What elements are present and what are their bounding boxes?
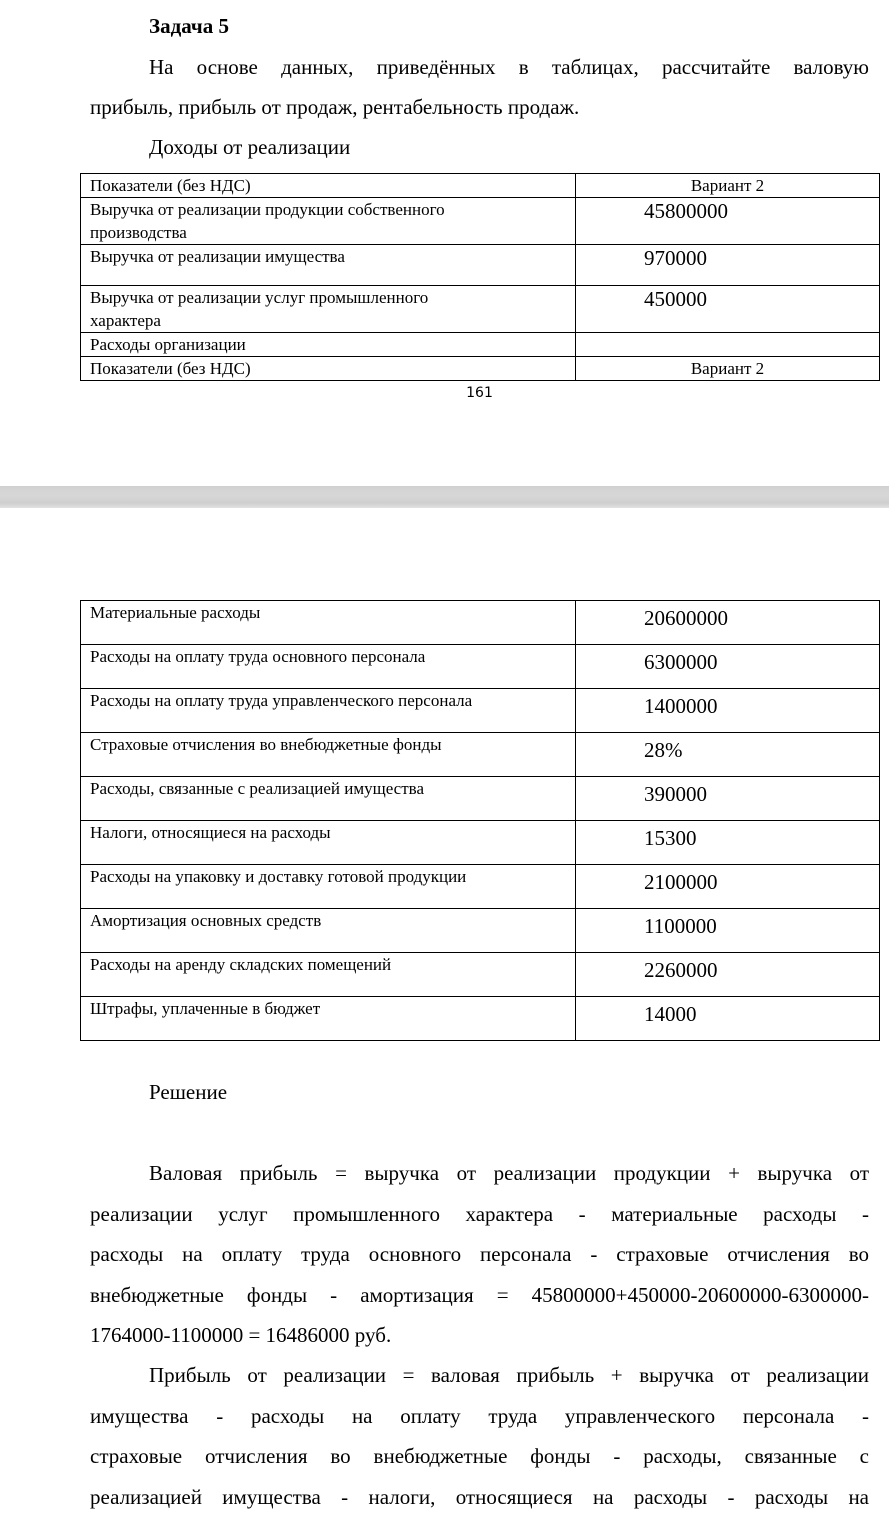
empty-cell: [576, 333, 880, 357]
table-header-row: [81, 357, 880, 381]
table-row: [81, 733, 880, 777]
text-line: внебюджетные фонды - амортизация = 45800000+450000-20600000-6300000-: [90, 1283, 869, 1307]
expenses-table: [80, 600, 880, 1041]
table-row: [81, 953, 880, 997]
text-line: страховые отчисления во внебюджетные фонды - расходы, связанные с: [90, 1444, 869, 1468]
row-value: 390000: [576, 777, 880, 821]
header-cell-variant: Вариант 2: [576, 174, 880, 198]
table-header-row: [81, 174, 880, 198]
header-cell-variant: Вариант 2: [576, 357, 880, 381]
text-line: Валовая прибыль = выручка от реализации продукции + выручка от: [149, 1161, 869, 1185]
table-row: [81, 865, 880, 909]
row-label-line: Выручка от реализации услуг промышленного: [90, 288, 429, 307]
row-value: 2260000: [576, 953, 880, 997]
table-row: [81, 245, 880, 286]
row-value: 450000: [576, 286, 880, 333]
text-line: 1764000-1100000 = 16486000 руб.: [90, 1323, 392, 1347]
page-separator: [0, 486, 889, 508]
header-cell-indicator: Показатели (без НДС): [81, 357, 576, 381]
table-row: [81, 909, 880, 953]
row-label: Расходы на упаковку и доставку готовой продукции: [81, 865, 576, 909]
table-row: [81, 198, 880, 245]
row-value: 28%: [576, 733, 880, 777]
expenses-heading-cell: Расходы организации: [81, 333, 576, 357]
income-table: [80, 173, 880, 381]
document-page-161: [0, 0, 889, 486]
header-cell-indicator: Показатели (без НДС): [81, 174, 576, 198]
task-intro-line-1: На основе данных, приведённых в таблицах, рассчитайте валовую: [149, 55, 869, 79]
text-line: имущества - расходы на оплату труда управленческого персонала -: [90, 1404, 869, 1428]
row-label: Амортизация основных средств: [81, 909, 576, 953]
text-line: Прибыль от реализации = валовая прибыль + выручка от реализации: [149, 1363, 869, 1387]
row-value: 20600000: [576, 601, 880, 645]
row-label-line: Выручка от реализации имущества: [90, 247, 345, 266]
table-row: [81, 777, 880, 821]
row-value: 970000: [576, 245, 880, 286]
table-row: [81, 286, 880, 333]
row-label-line: производства: [90, 223, 187, 242]
row-label: Налоги, относящиеся на расходы: [81, 821, 576, 865]
row-label: [81, 198, 576, 245]
row-label: Расходы на аренду складских помещений: [81, 953, 576, 997]
row-label-line: характера: [90, 311, 161, 330]
row-label: [81, 245, 576, 286]
text-line: реализации услуг промышленного характера - материальные расходы -: [90, 1202, 869, 1226]
table-row: [81, 601, 880, 645]
row-label: Штрафы, уплаченные в бюджет: [81, 997, 576, 1041]
text-line: расходы на оплату труда основного персонала - страховые отчисления во: [90, 1242, 869, 1266]
row-value: 15300: [576, 821, 880, 865]
page-number: 161: [466, 385, 493, 401]
task-title: Задача 5: [149, 14, 229, 38]
table-row: [81, 689, 880, 733]
row-label: Расходы, связанные с реализацией имущества: [81, 777, 576, 821]
row-label-line: Выручка от реализации продукции собственного: [90, 200, 445, 219]
row-value: 2100000: [576, 865, 880, 909]
income-heading: Доходы от реализации: [149, 135, 351, 159]
row-value: 45800000: [576, 198, 880, 245]
row-value: 14000: [576, 997, 880, 1041]
solution-heading: Решение: [149, 1080, 228, 1104]
table-row: [81, 821, 880, 865]
task-intro-line-2: прибыль, прибыль от продаж, рентабельность продаж.: [90, 95, 580, 119]
row-value: 1400000: [576, 689, 880, 733]
row-label: Расходы на оплату труда управленческого персонала: [81, 689, 576, 733]
row-value: 1100000: [576, 909, 880, 953]
table-row: [81, 645, 880, 689]
row-label: [81, 286, 576, 333]
table-row: [81, 997, 880, 1041]
document-page-162: [0, 508, 889, 1522]
text-line: реализацией имущества - налоги, относящиеся на расходы - расходы на: [90, 1485, 869, 1509]
row-label: Материальные расходы: [81, 601, 576, 645]
row-value: 6300000: [576, 645, 880, 689]
row-label: Страховые отчисления во внебюджетные фонды: [81, 733, 576, 777]
table-section-row: [81, 333, 880, 357]
row-label: Расходы на оплату труда основного персонала: [81, 645, 576, 689]
